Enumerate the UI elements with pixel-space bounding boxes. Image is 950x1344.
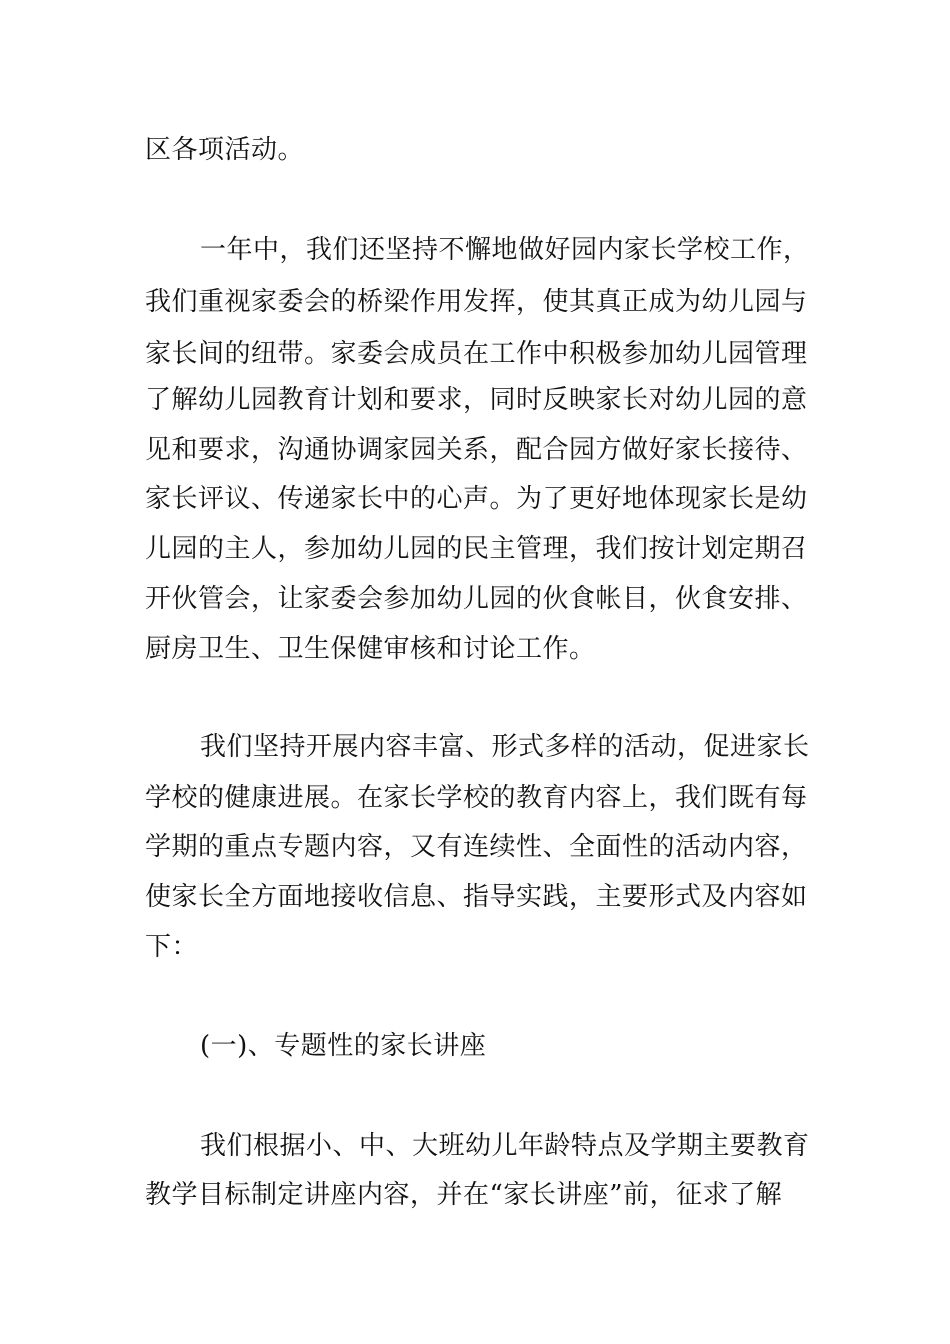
paragraph-line: 开伙管会，让家委会参加幼儿园的伙食帐目，伙食安排、	[145, 584, 808, 614]
paragraph-line: 教学目标制定讲座内容，并在“家长讲座”前，征求了解	[145, 1180, 783, 1210]
paragraph-line: 儿园的主人，参加幼儿园的民主管理，我们按计划定期召	[145, 534, 808, 564]
paragraph-line: 下：	[145, 932, 199, 962]
paragraph-line: 厨房卫生、卫生保健审核和讨论工作。	[145, 634, 596, 664]
paragraph-line: 区各项活动。	[145, 135, 305, 165]
paragraph-line: 学期的重点专题内容，又有连续性、全面性的活动内容，	[145, 832, 808, 862]
paragraph-line: 我们坚持开展内容丰富、形式多样的活动，促进家长	[200, 732, 810, 762]
paragraph-line: 家长间的纽带。家委会成员在工作中积极参加幼儿园管理	[145, 339, 808, 369]
paragraph-line: 我们重视家委会的桥梁作用发挥，使其真正成为幼儿园与	[145, 287, 808, 317]
paragraph-line: 学校的健康进展。在家长学校的教育内容上，我们既有每	[145, 783, 808, 813]
paragraph-line: 使家长全方面地接收信息、指导实践，主要形式及内容如	[145, 882, 808, 912]
section-heading: (一)、专题性的家长讲座	[200, 1031, 487, 1061]
paragraph-line: 了解幼儿园教育计划和要求，同时反映家长对幼儿园的意	[145, 385, 808, 415]
paragraph-line: 我们根据小、中、大班幼儿年龄特点及学期主要教育	[200, 1131, 810, 1161]
paragraph-line: 一年中，我们还坚持不懈地做好园内家长学校工作，	[200, 235, 810, 265]
paragraph-line: 见和要求，沟通协调家园关系，配合园方做好家长接待、	[145, 435, 808, 465]
paragraph-line: 家长评议、传递家长中的心声。为了更好地体现家长是幼	[145, 484, 808, 514]
